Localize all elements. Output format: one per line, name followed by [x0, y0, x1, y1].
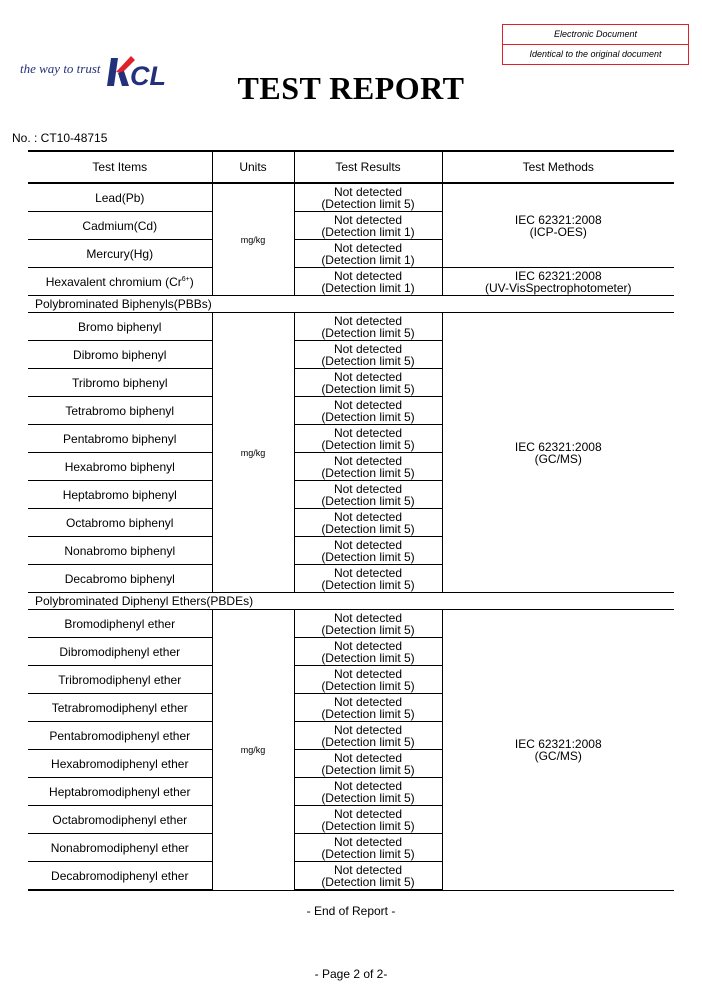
- test-item-label: Bromo biphenyl: [78, 319, 162, 334]
- test-result: [294, 425, 442, 453]
- method-standard: IEC 62321:2008: [514, 736, 602, 751]
- test-item-name: [28, 509, 212, 537]
- result-status: Not detected: [333, 509, 403, 524]
- report-number: No. : CT10-48715: [12, 131, 108, 145]
- test-result: [294, 666, 442, 694]
- unit-cell: mg/kg: [212, 610, 294, 891]
- result-status: Not detected: [333, 240, 403, 255]
- header-test-methods: Test Methods: [442, 151, 674, 183]
- method-technique: (GC/MS): [534, 748, 582, 763]
- test-item-label: Pentabromo biphenyl: [63, 431, 177, 446]
- test-item-name: [28, 778, 212, 806]
- svg-text:CL: CL: [130, 61, 166, 91]
- test-result: [294, 565, 442, 593]
- test-item-label: Tetrabromo biphenyl: [65, 403, 175, 418]
- test-item-name: [28, 565, 212, 593]
- test-result: [294, 481, 442, 509]
- table-row: [28, 610, 674, 638]
- method-standard: IEC 62321:2008: [514, 439, 602, 454]
- test-result: [294, 638, 442, 666]
- test-item-name: [28, 638, 212, 666]
- test-result: [294, 694, 442, 722]
- test-item-label: Lead(Pb): [95, 190, 145, 205]
- test-result: [294, 268, 442, 296]
- section-title: Polybrominated Biphenyls(PBBs): [28, 296, 674, 313]
- method-standard: IEC 62321:2008: [514, 268, 602, 283]
- page-title: TEST REPORT: [237, 70, 465, 106]
- test-result: [294, 750, 442, 778]
- result-detection-limit: (Detection limit 5): [321, 762, 415, 777]
- result-detection-limit: (Detection limit 5): [321, 549, 415, 564]
- test-result: [294, 834, 442, 862]
- page-number: - Page 2 of 2-: [314, 967, 388, 981]
- test-item-name: [28, 453, 212, 481]
- result-detection-limit: (Detection limit 1): [321, 280, 415, 295]
- result-status: Not detected: [333, 453, 403, 468]
- test-item-name: [28, 537, 212, 565]
- result-detection-limit: (Detection limit 5): [321, 437, 415, 452]
- table-row: [28, 313, 674, 341]
- header-test-items: Test Items: [28, 151, 212, 183]
- test-result: [294, 341, 442, 369]
- result-status: Not detected: [333, 666, 403, 681]
- test-item-label: Nonabromodiphenyl ether: [50, 840, 189, 855]
- result-detection-limit: (Detection limit 5): [321, 846, 415, 861]
- test-item-name: [28, 397, 212, 425]
- test-item-suffix: ): [189, 274, 194, 289]
- result-detection-limit: (Detection limit 5): [321, 493, 415, 508]
- test-item-name: [28, 240, 212, 268]
- test-method: [442, 183, 674, 268]
- result-detection-limit: (Detection limit 5): [321, 409, 415, 424]
- test-item-name: [28, 183, 212, 212]
- test-item-label: Hexavalent chromium (Cr: [45, 274, 182, 289]
- result-detection-limit: (Detection limit 1): [321, 224, 415, 239]
- test-item-name: [28, 369, 212, 397]
- test-item-name: [28, 862, 212, 891]
- result-status: Not detected: [333, 722, 403, 737]
- result-detection-limit: (Detection limit 5): [321, 734, 415, 749]
- test-result: [294, 537, 442, 565]
- result-detection-limit: (Detection limit 5): [321, 622, 415, 637]
- header-test-results: Test Results: [294, 151, 442, 183]
- test-item-label: Decabromo biphenyl: [64, 571, 175, 586]
- table-row: [28, 183, 674, 212]
- test-item-name: [28, 834, 212, 862]
- test-item-label: Tribromo biphenyl: [71, 375, 168, 390]
- result-detection-limit: (Detection limit 5): [321, 818, 415, 833]
- electronic-document-stamp: [502, 24, 689, 65]
- test-result: [294, 722, 442, 750]
- method-technique: (ICP-OES): [529, 224, 587, 239]
- logo-tagline: the way to trust: [20, 61, 101, 76]
- test-item-label: Dibromo biphenyl: [73, 347, 167, 362]
- result-detection-limit: (Detection limit 5): [321, 353, 415, 368]
- test-results-table: [28, 150, 674, 891]
- test-item-label: Tetrabromodiphenyl ether: [51, 700, 188, 715]
- result-status: Not detected: [333, 369, 403, 384]
- test-method: [442, 313, 674, 593]
- result-detection-limit: (Detection limit 5): [321, 874, 415, 889]
- stamp-line-1: Electronic Document: [503, 25, 688, 45]
- test-method: [442, 268, 674, 296]
- test-result: [294, 313, 442, 341]
- method-technique: (GC/MS): [534, 451, 582, 466]
- result-detection-limit: (Detection limit 5): [321, 678, 415, 693]
- stamp-line-2: Identical to the original document: [529, 49, 662, 59]
- section-row: [28, 593, 674, 610]
- test-result: [294, 806, 442, 834]
- test-item-label: Heptabromodiphenyl ether: [49, 784, 191, 799]
- result-status: Not detected: [333, 212, 403, 227]
- test-item-name: [28, 481, 212, 509]
- result-status: Not detected: [333, 694, 403, 709]
- test-item-name: [28, 666, 212, 694]
- test-item-name: [28, 750, 212, 778]
- test-item-name: [28, 806, 212, 834]
- method-technique: (UV-VisSpectrophotometer): [484, 280, 632, 295]
- test-item-label: Decabromodiphenyl ether: [51, 868, 189, 883]
- result-status: Not detected: [333, 862, 403, 877]
- method-standard: IEC 62321:2008: [514, 212, 602, 227]
- result-status: Not detected: [333, 778, 403, 793]
- end-of-report: - End of Report -: [306, 904, 396, 918]
- test-item-label: Bromodiphenyl ether: [64, 616, 176, 631]
- test-item-label: Hexabromodiphenyl ether: [51, 756, 189, 771]
- result-detection-limit: (Detection limit 5): [321, 196, 415, 211]
- result-detection-limit: (Detection limit 1): [321, 252, 415, 267]
- result-status: Not detected: [333, 610, 403, 625]
- test-result: [294, 212, 442, 240]
- test-item-name: [28, 313, 212, 341]
- unit-cell: mg/kg: [212, 183, 294, 296]
- result-status: Not detected: [333, 806, 403, 821]
- section-title: Polybrominated Diphenyl Ethers(PBDEs): [28, 593, 674, 610]
- result-detection-limit: (Detection limit 5): [321, 465, 415, 480]
- test-item-label: Tribromodiphenyl ether: [58, 672, 182, 687]
- result-detection-limit: (Detection limit 5): [321, 521, 415, 536]
- test-item-label: Hexabromo biphenyl: [64, 459, 175, 474]
- result-status: Not detected: [333, 537, 403, 552]
- test-item-label: Dibromodiphenyl ether: [59, 644, 181, 659]
- test-result: [294, 778, 442, 806]
- unit-cell: mg/kg: [212, 313, 294, 593]
- result-status: Not detected: [333, 638, 403, 653]
- result-status: Not detected: [333, 341, 403, 356]
- result-status: Not detected: [333, 834, 403, 849]
- test-item-label: Heptabromo biphenyl: [62, 487, 177, 502]
- result-status: Not detected: [333, 184, 403, 199]
- test-result: [294, 509, 442, 537]
- test-item-name: [28, 722, 212, 750]
- test-item-superscript: 6+: [181, 275, 190, 283]
- result-detection-limit: (Detection limit 5): [321, 381, 415, 396]
- result-status: Not detected: [333, 425, 403, 440]
- test-item-name: [28, 341, 212, 369]
- test-result: [294, 453, 442, 481]
- test-item-label: Octabromodiphenyl ether: [52, 812, 188, 827]
- result-status: Not detected: [333, 313, 403, 328]
- test-item-label: Nonabromo biphenyl: [64, 543, 176, 558]
- table-header-row: [28, 151, 674, 183]
- test-result: [294, 369, 442, 397]
- result-detection-limit: (Detection limit 5): [321, 706, 415, 721]
- test-item-name: [28, 212, 212, 240]
- test-method: [442, 610, 674, 891]
- result-detection-limit: (Detection limit 5): [321, 577, 415, 592]
- test-item-label: Octabromo biphenyl: [66, 515, 174, 530]
- test-result: [294, 183, 442, 212]
- result-status: Not detected: [333, 565, 403, 580]
- test-item-label: Mercury(Hg): [86, 246, 154, 261]
- test-result: [294, 240, 442, 268]
- test-item-label: Cadmium(Cd): [82, 218, 158, 233]
- test-item-name: [28, 694, 212, 722]
- test-item-name: [28, 610, 212, 638]
- table-row: [28, 268, 674, 296]
- section-row: [28, 296, 674, 313]
- test-result: [294, 397, 442, 425]
- test-result: [294, 862, 442, 891]
- result-detection-limit: (Detection limit 5): [321, 790, 415, 805]
- result-detection-limit: (Detection limit 5): [321, 325, 415, 340]
- test-item-name: [28, 268, 212, 296]
- test-item-label: Pentabromodiphenyl ether: [49, 728, 191, 743]
- test-result: [294, 610, 442, 638]
- header-units: Units: [212, 151, 294, 183]
- result-status: Not detected: [333, 750, 403, 765]
- result-detection-limit: (Detection limit 5): [321, 650, 415, 665]
- result-status: Not detected: [333, 397, 403, 412]
- result-status: Not detected: [333, 481, 403, 496]
- result-status: Not detected: [333, 268, 403, 283]
- test-item-name: [28, 425, 212, 453]
